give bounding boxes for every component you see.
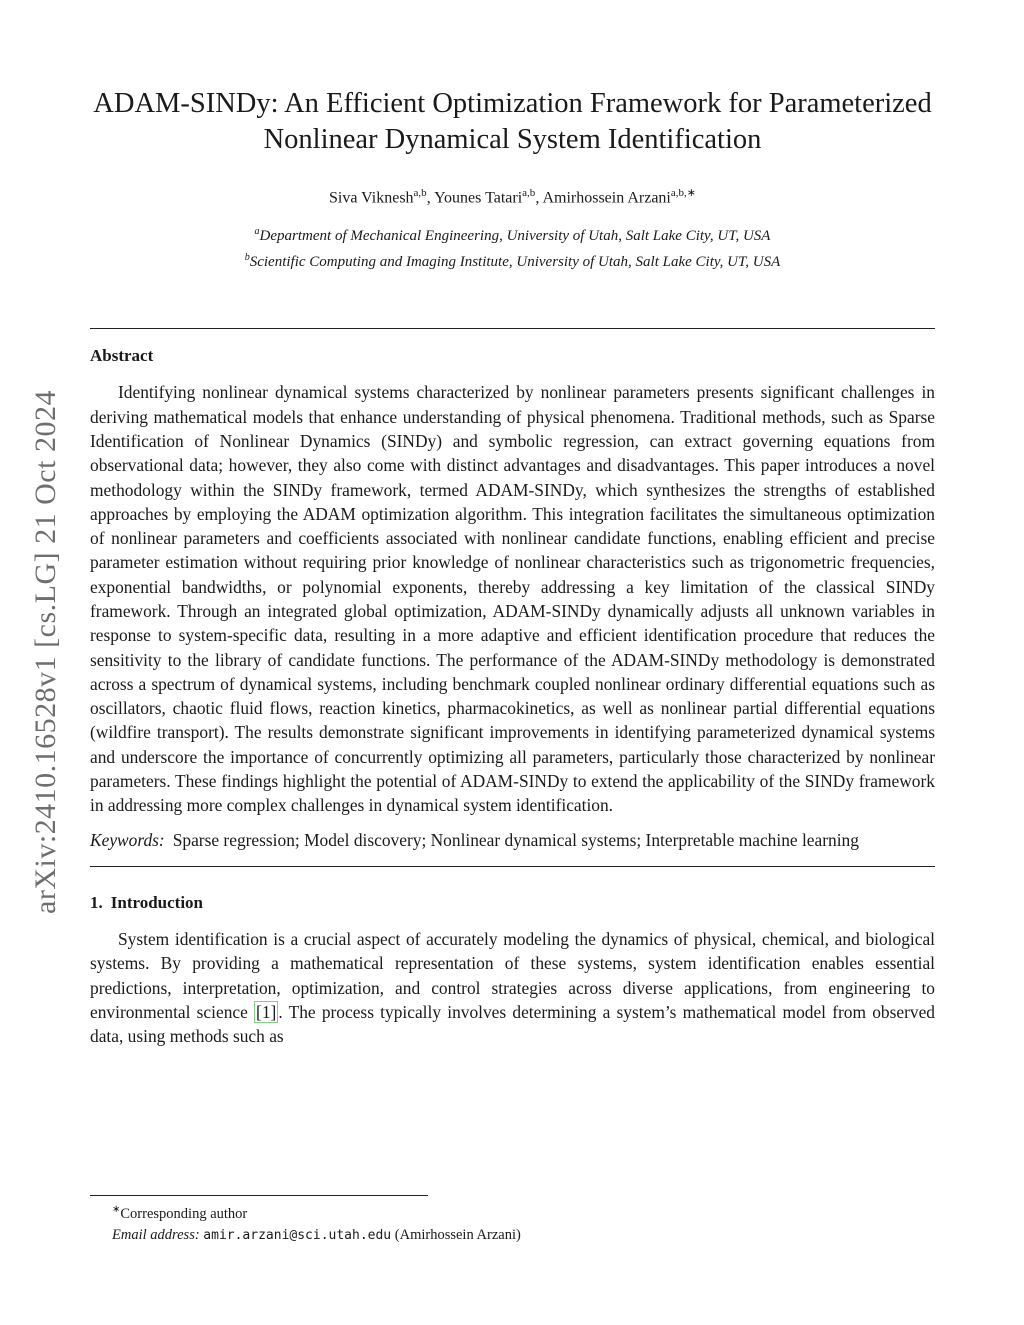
author-separator: , bbox=[426, 189, 435, 207]
footnotes bbox=[90, 1199, 935, 1246]
affiliation-text: Department of Mechanical Engineering, University of Utah, Salt Lake City, UT, USA bbox=[259, 228, 771, 245]
affiliation-marker: a bbox=[254, 226, 260, 238]
introduction-heading bbox=[90, 893, 935, 913]
abstract-heading: Abstract bbox=[90, 346, 154, 366]
affiliation-b bbox=[90, 247, 935, 273]
author-name: Amirhossein Arzani bbox=[542, 189, 671, 207]
title-line-2: Nonlinear Dynamical System Identification bbox=[263, 124, 762, 155]
intro-text-part-2: . The process typically involves determining a system’s mathematical model from observed data, using methods such as bbox=[90, 1001, 936, 1047]
arxiv-stamp-text: arXiv:2410.16528v1 [cs.LG] 21 Oct 2024 bbox=[29, 390, 62, 914]
email-address[interactable]: amir.arzani@sci.utah.edu bbox=[203, 1227, 392, 1243]
author-list bbox=[90, 186, 935, 207]
abstract-bottom-divider bbox=[90, 866, 935, 867]
citation-link[interactable]: [1] bbox=[256, 1001, 277, 1022]
footnote-marker: ∗ bbox=[112, 1204, 121, 1215]
affiliation-text: Scientific Computing and Imaging Institute, University of Utah, Salt Lake City, UT, USA bbox=[249, 254, 781, 271]
keywords-text: Sparse regression; Model discovery; Nonlinear dynamical systems; Interpretable machine learning bbox=[172, 829, 859, 850]
author-name: Younes Tatari bbox=[434, 189, 523, 207]
author-affiliation-marker: a,b bbox=[522, 187, 536, 199]
affiliation-a bbox=[90, 221, 935, 247]
footnote-email bbox=[90, 1225, 935, 1246]
footnote-corresponding-text: Corresponding author bbox=[120, 1205, 248, 1222]
author-name: Siva Viknesh bbox=[329, 189, 414, 207]
keywords-line bbox=[90, 828, 935, 852]
email-owner: (Amirhossein Arzani) bbox=[394, 1226, 521, 1243]
footnote-corresponding bbox=[90, 1199, 935, 1225]
abstract-paragraph: Identifying nonlinear dynamical systems characterized by nonlinear parameters presents significant challenges in deriving mathematical models that enhance understanding of physical phenomena. Traditional methods, such as Sparse Identification of Nonlinear Dynamics (SINDy) and symbolic regression, can extract governing equations from observational data; however, they also come with distinct advantages and disadvantages. This paper introduces a novel methodology within the SINDy framework, termed ADAM-SINDy, which synthesizes the strengths of established approaches by employing the ADAM optimization algorithm. This integration facilitates the simultaneous optimization of nonlinear parameters and coefficients associated with nonlinear candidate functions, enabling efficient and precise parameter estimation without requiring prior knowledge of nonlinear characteristics such as trigonometric frequencies, exponential bandwidths, or polynomial exponents, thereby addressing a key limitation of the classical SINDy framework. Through an integrated global optimization, ADAM-SINDy dynamically adjusts all unknown variables in response to system-specific data, resulting in a more adaptive and efficient identification procedure that reduces the sensitivity to the library of candidate functions. The performance of the ADAM-SINDy methodology is demonstrated across a spectrum of dynamical systems, including benchmark coupled nonlinear ordinary differential equations such as oscillators, chaotic fluid flows, reaction kinetics, pharmacokinetics, as well as nonlinear partial differential equations (wildfire transport). The results demonstrate significant improvements in identifying parameterized dynamical systems and underscore the importance of concurrently optimizing all parameters, particularly those characterized by nonlinear parameters. These findings highlight the potential of ADAM-SINDy to extend the applicability of the SINDy framework in addressing more complex challenges in dynamical system identification. bbox=[90, 382, 935, 816]
author-affiliation-marker: a,b bbox=[413, 187, 427, 199]
intro-text-part-1: System identification is a crucial aspect of accurately modeling the dynamics of physical, chemical, and biological systems. By providing a mathematical representation of these systems, system identification enables essential predictions, interpretation, optimization, and control strategies across diverse applications, from engineering to environmental science bbox=[90, 928, 935, 1022]
arxiv-identifier-stamp bbox=[0, 0, 92, 1325]
title-line-1: ADAM-SINDy: An Efficient Optimization Framework for Parameterized bbox=[93, 88, 932, 119]
author-separator: , bbox=[535, 189, 543, 207]
abstract-top-divider bbox=[90, 328, 935, 329]
affiliations bbox=[90, 221, 935, 273]
footnote-divider bbox=[90, 1195, 428, 1196]
paper-title bbox=[90, 86, 935, 158]
author-affiliation-marker: a,b,∗ bbox=[670, 187, 696, 199]
section-number: 1. bbox=[90, 892, 103, 912]
section-title: Introduction bbox=[110, 892, 204, 912]
paper-page bbox=[90, 0, 936, 1243]
introduction-paragraph bbox=[90, 927, 935, 1048]
keywords-label: Keywords: bbox=[90, 829, 165, 850]
email-label: Email address: bbox=[112, 1226, 200, 1243]
affiliation-marker: b bbox=[244, 252, 250, 264]
